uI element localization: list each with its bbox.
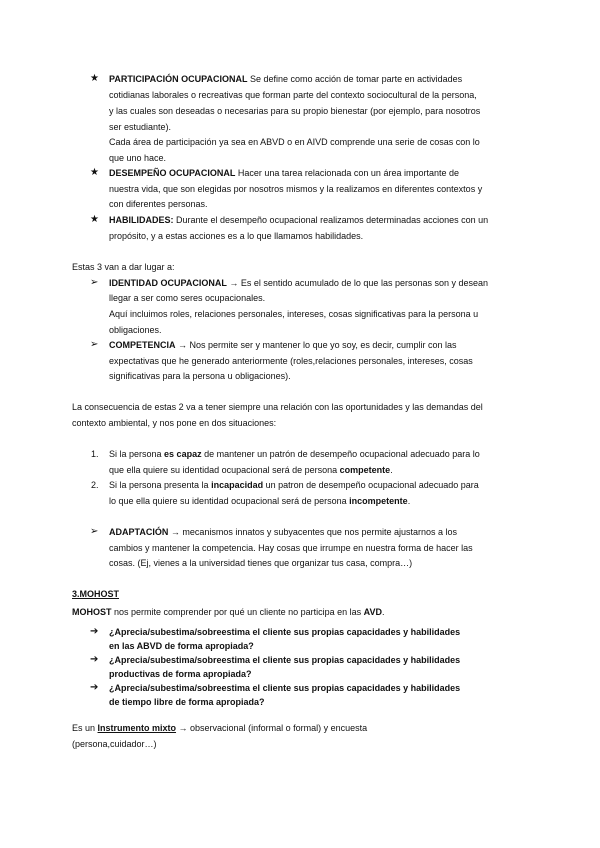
question-line: ¿Aprecia/subestima/sobreestima el cliente sus propias capacidades y habilidades (109, 655, 461, 665)
question-line: productivas de forma apropiada? (109, 669, 252, 679)
text-line: obligaciones. (109, 325, 162, 335)
term-participacion: PARTICIPACIÓN OCUPACIONAL (109, 74, 248, 84)
text-line: expectativas que he generado anteriormente (roles,relaciones personales, intereses, cosas (109, 356, 473, 366)
situation-2-line-2: lo que ella quiere su identidad ocupacional será de persona incompetente. (109, 496, 411, 506)
section-intro: Estas 3 van a dar lugar a: (72, 262, 175, 272)
arrowhead-icon: ➢ (90, 526, 99, 537)
text-line: y las cuales son deseadas o necesarias para su propio bienestar (por ejemplo, para nosotros (109, 106, 481, 116)
section-heading: 3.MOHOST (72, 589, 120, 599)
text-line: ser estudiante). (109, 122, 172, 132)
question-line: de tiempo libre de forma apropiada? (109, 697, 265, 707)
adaptacion-line-1: ADAPTACIÓN → mecanismos innatos y subyacentes que nos permite ajustarnos a los (109, 527, 457, 537)
text-line: propósito, y a estas acciones es a lo que llamamos habilidades. (109, 231, 364, 241)
closing-line-1: Es un Instrumento mixto → observacional (informal o formal) y encuesta (72, 723, 368, 733)
situation-2-line-1: Si la persona presenta la incapacidad un patron de desempeño ocupacional adecuado para (109, 480, 479, 490)
star-icon: ★ (90, 167, 99, 178)
paragraph-line: contexto ambiental, y nos pone en dos situaciones: (72, 418, 277, 428)
term-competencia: COMPETENCIA (109, 340, 176, 350)
text-line: cambios y mantener la competencia. Hay cosas que irrumpe en nuestra forma de hacer las (109, 543, 473, 553)
arrow-right-icon: ➔ (90, 654, 99, 665)
text-line: nuestra vida, que son elegidas por nosotros mismos y la realizamos en diferentes contextos y (109, 184, 483, 194)
text-line: Cada área de participación ya sea en ABVD o en AIVD comprende una serie de cosas con lo (109, 137, 480, 147)
question-line: ¿Aprecia/subestima/sobreestima el cliente sus propias capacidades y habilidades (109, 683, 461, 693)
text-line: llegar a ser como seres ocupacionales. (109, 293, 266, 303)
desempeno-line-1: DESEMPEÑO OCUPACIONAL Hacer una tarea relacionada con un área importante de (109, 168, 459, 178)
identidad-line-1: IDENTIDAD OCUPACIONAL → Es el sentido acumulado de lo que las personas son y desean (109, 278, 489, 288)
term-identidad: IDENTIDAD OCUPACIONAL (109, 278, 227, 288)
question-line: ¿Aprecia/subestima/sobreestima el cliente sus propias capacidades y habilidades (109, 627, 461, 637)
text-line: Aquí incluimos roles, relaciones personales, intereses, cosas significativas para la persona u (109, 309, 479, 319)
text-line: con diferentes personas. (109, 199, 208, 209)
star-icon: ★ (90, 214, 99, 225)
habilidades-line-1: HABILIDADES: Durante el desempeño ocupacional realizamos determinadas acciones con un (109, 215, 489, 225)
text-line: significativas para la persona u obligaciones). (109, 371, 291, 381)
text-line: cotidianas laborales o recreativas que forman parte del contexto sociocultural de la persona, (109, 90, 477, 100)
star-icon: ★ (90, 73, 99, 84)
arrow-right-icon: ➔ (90, 682, 99, 693)
situation-1-line-2: que ella quiere su identidad ocupacional será de persona competente. (109, 465, 393, 475)
term-adaptacion: ADAPTACIÓN (109, 527, 169, 537)
paragraph-line: La consecuencia de estas 2 va a tener siempre una relación con las oportunidades y las demandas del (72, 402, 483, 412)
term-habilidades: HABILIDADES: (109, 215, 174, 225)
closing-line-2: (persona,cuidador…) (72, 739, 157, 749)
mohost-intro: MOHOST nos permite comprender por qué un cliente no participa en las AVD. (72, 607, 385, 617)
text-line: que uno hace. (109, 153, 167, 163)
question-line: en las ABVD de forma apropiada? (109, 641, 254, 651)
arrowhead-icon: ➢ (90, 277, 99, 288)
participacion-line-1: PARTICIPACIÓN OCUPACIONAL Se define como acción de tomar parte en actividades (109, 74, 463, 84)
arrowhead-icon: ➢ (90, 339, 99, 350)
list-number: 1. (91, 449, 99, 459)
text-line: cosas. (Ej, vienes a la universidad tienes que organizar tus casa, compra…) (109, 558, 413, 568)
competencia-line-1: COMPETENCIA → Nos permite ser y mantener lo que yo soy, es decir, cumplir con las (109, 340, 457, 350)
arrow-right-icon: ➔ (90, 626, 99, 637)
term-desempeno: DESEMPEÑO OCUPACIONAL (109, 168, 236, 178)
list-number: 2. (91, 480, 99, 490)
situation-1-line-1: Si la persona es capaz de mantener un patrón de desempeño ocupacional adecuado para lo (109, 449, 480, 459)
